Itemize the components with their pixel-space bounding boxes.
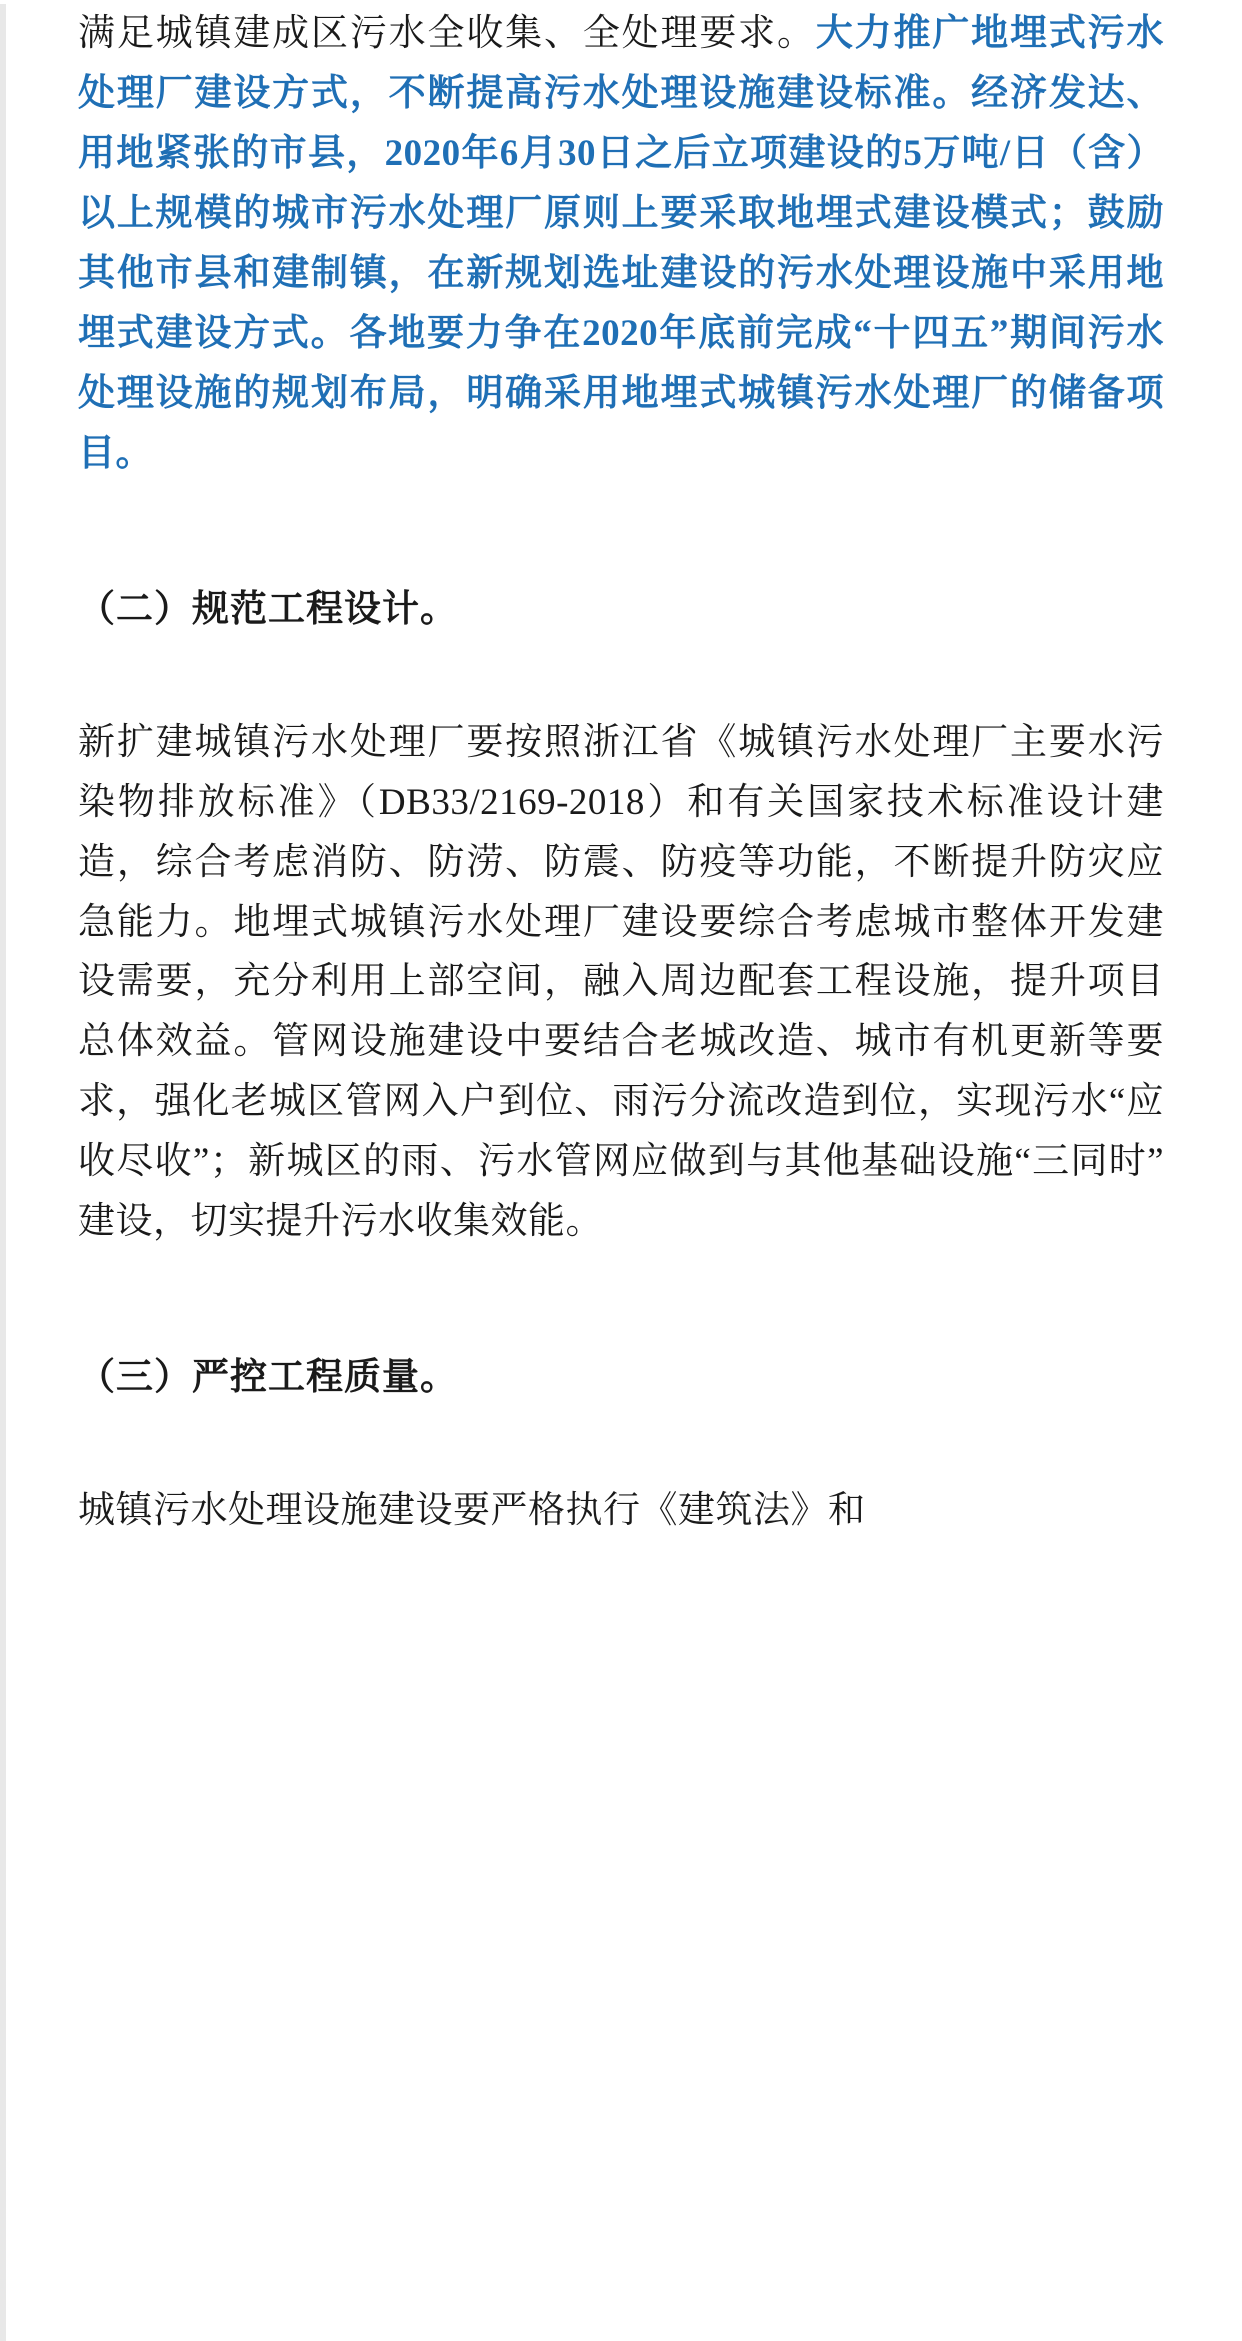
section-heading-2: （二）规范工程设计。 <box>78 588 458 630</box>
spacer-2 <box>78 639 1164 713</box>
section-heading-3: （三）严控工程质量。 <box>78 1357 458 1399</box>
paragraph-highlighted-text: 大力推广地埋式污水处理厂建设方式，不断提高污水处理设施建设标准。经济发达、用地紧张的市县，2020年6月30日之后立项建设的5万吨/日（含）以上规模的城市污水处理厂原则上要采取地埋式建设模式；鼓励其他市县和建制镇，在新规划选址建设的污水处理设施中采用地埋式建设方式。各地要力争在2020年底前完成“十四五”期间污水处理设施的规划布局，明确采用地埋式城镇污水处理厂的储备项目。 <box>78 13 1165 474</box>
section-3-body: 城镇污水处理设施建设要严格执行《建筑法》和 <box>78 1490 866 1532</box>
spacer-1 <box>78 484 1164 580</box>
page-left-rule <box>0 4 6 2341</box>
section-2-body: 新扩建城镇污水处理厂要按照浙江省《城镇污水处理厂主要水污染物排放标准》（DB33/2169-2018）和有关国家技术标准设计建造，综合考虑消防、防涝、防震、防疫等功能，不断提升防灾应急能力。地埋式城镇污水处理厂建设要综合考虑城市整体开发建设需要，充分利用上部空间，融入周边配套工程设施，提升项目总体效益。管网设施建设中要结合老城改造、城市有机更新等要求，强化老城区管网入户到位、雨污分流改造到位，实现污水“应收尽收”；新城区的雨、污水管网应做到与其他基础设施“三同时”建设，切实提升污水收集效能。 <box>78 721 1164 1243</box>
paragraph-continued <box>78 4 1164 484</box>
document-page <box>0 4 1242 2341</box>
spacer-4 <box>78 1407 1164 1481</box>
spacer-3 <box>78 1252 1164 1348</box>
paragraph-plain-text: 满足城镇建成区污水全收集、全处理要求。 <box>78 13 816 54</box>
